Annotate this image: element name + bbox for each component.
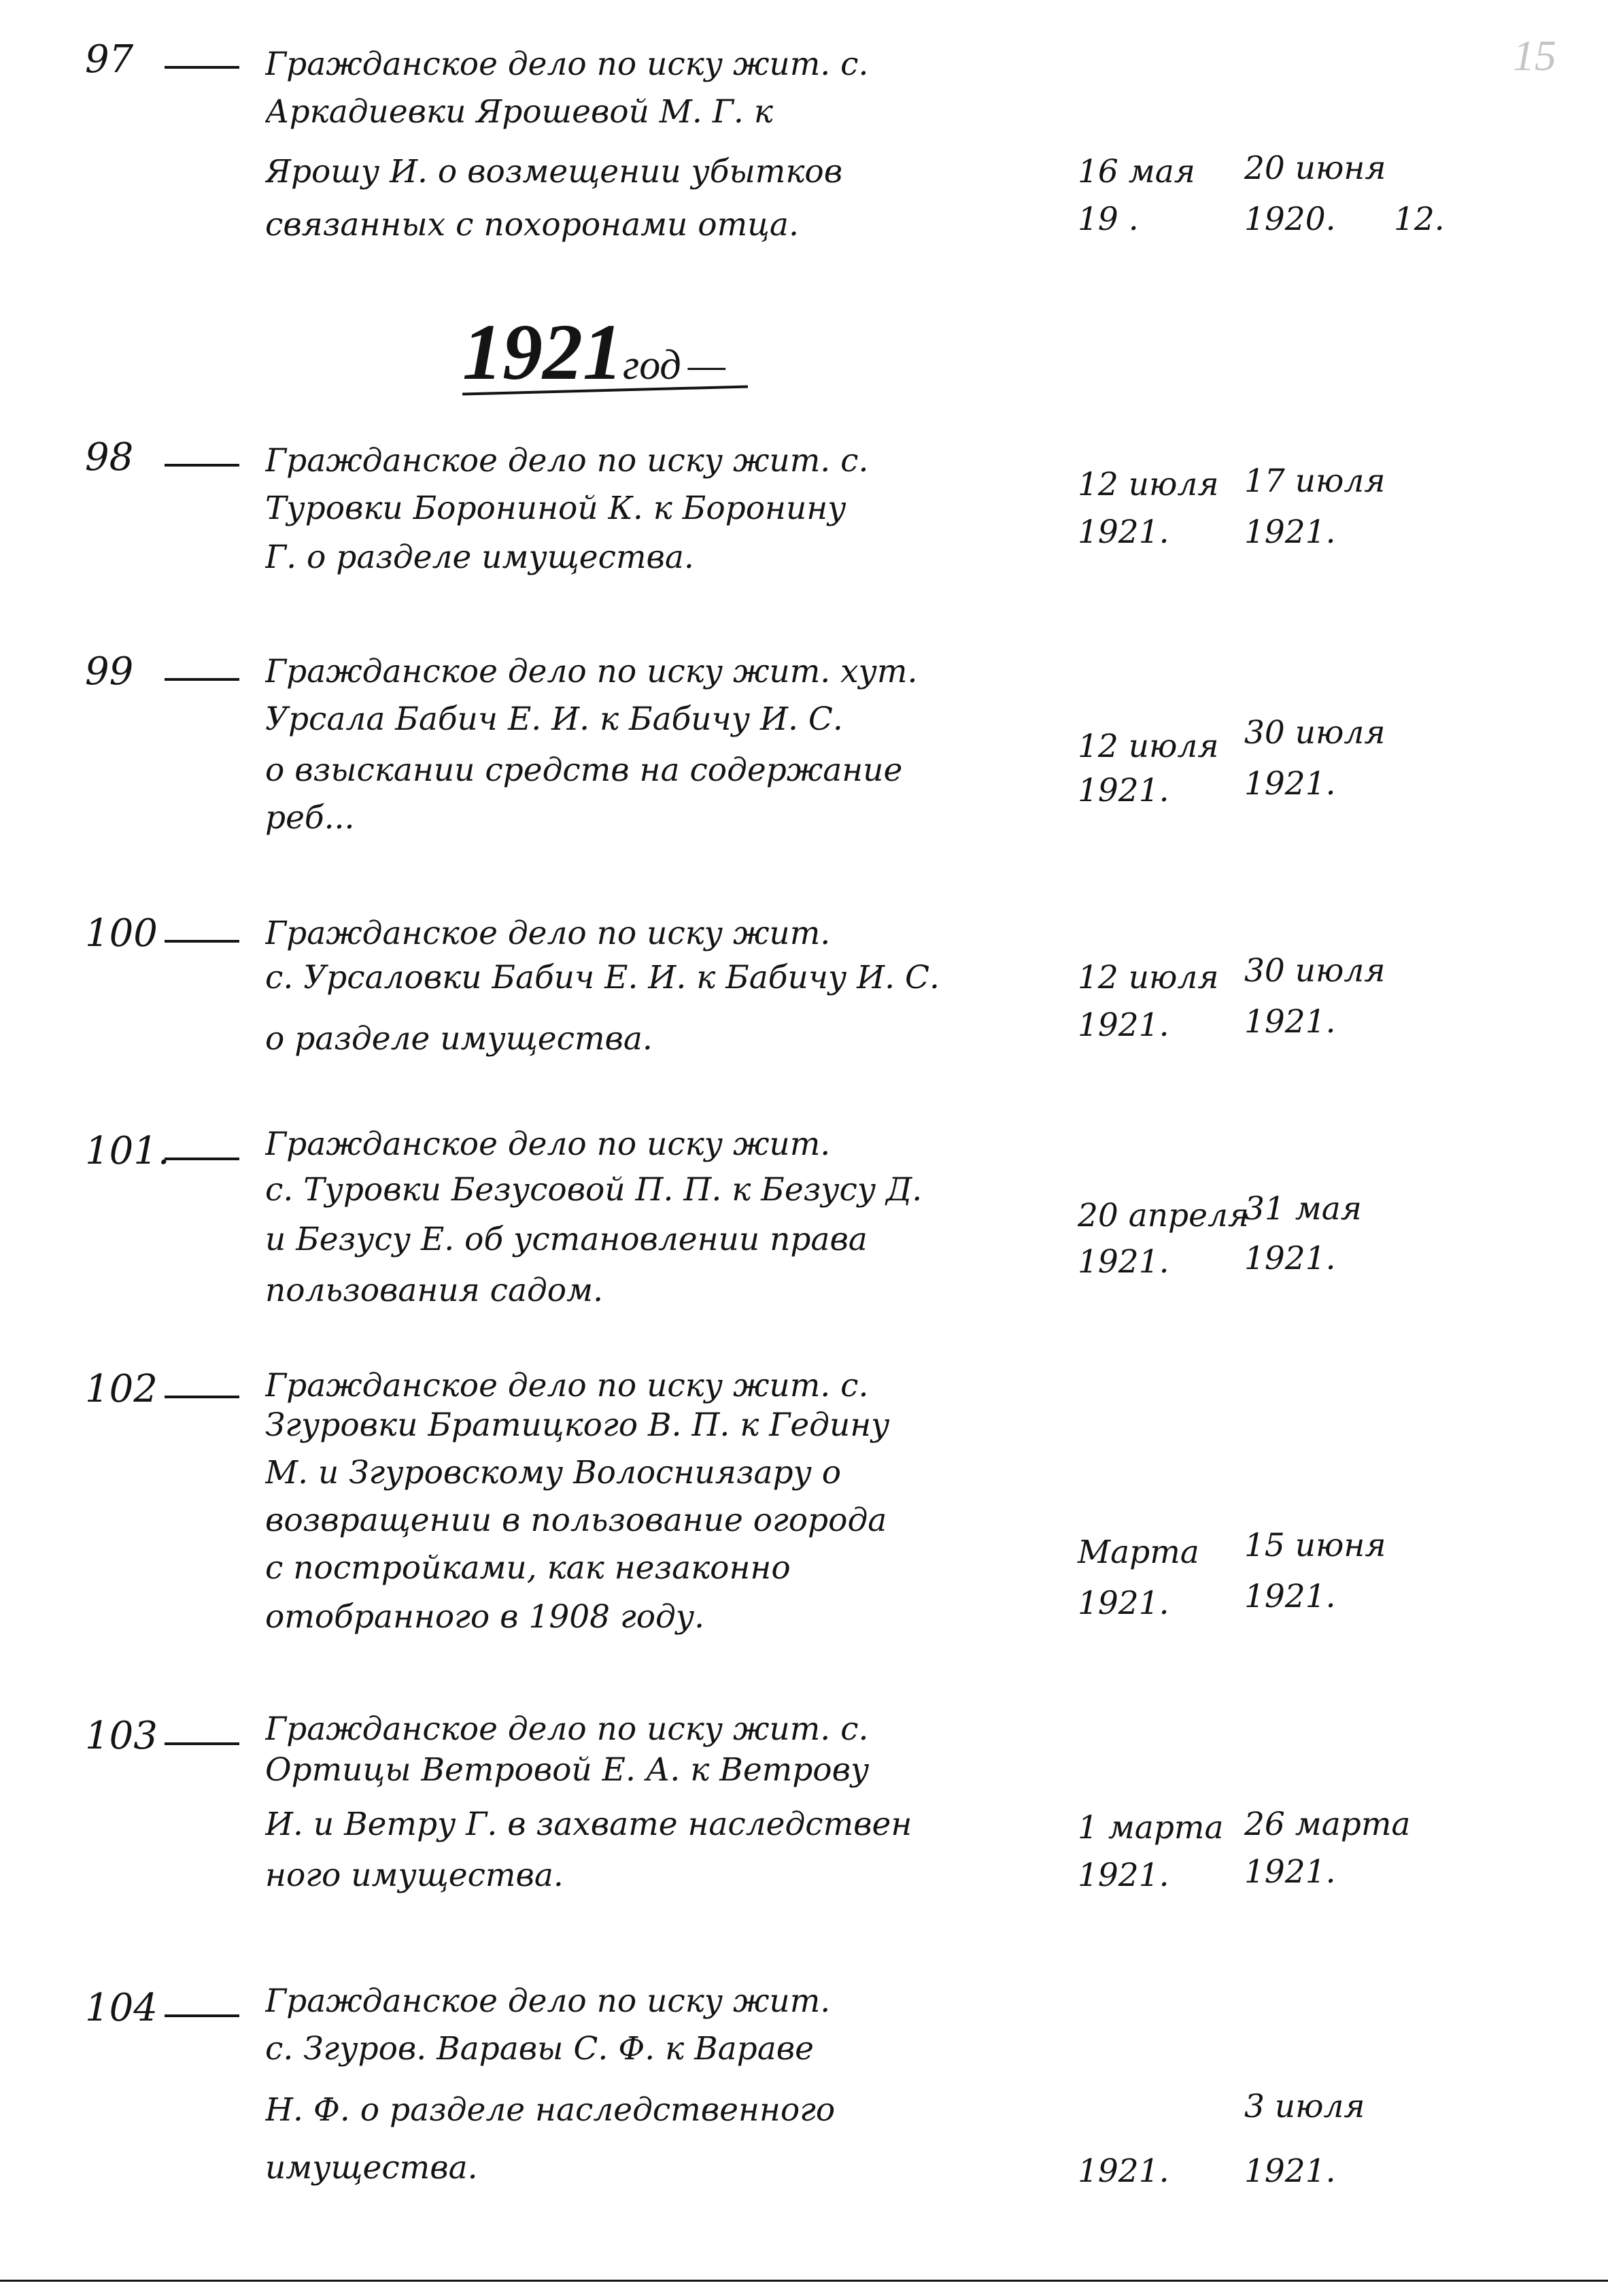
entry-text-line: и Безусу Е. об установлении права — [265, 1221, 868, 1258]
start-date-year: 1921. — [1078, 2152, 1169, 2190]
end-date-year: 1921. — [1244, 1853, 1336, 1891]
end-date-day: 26 марта — [1244, 1806, 1411, 1843]
entry-number: 99 — [85, 649, 134, 694]
year-number: 1921 — [462, 307, 623, 396]
year-heading — [462, 306, 725, 399]
end-date-day: 15 июня — [1244, 1527, 1386, 1564]
entry-text-line: Гражданское дело по иску жит. хут. — [265, 653, 918, 690]
entry-text-line: о разделе имущества. — [265, 1020, 653, 1058]
end-date-day: 30 июля — [1244, 952, 1386, 990]
bottom-rule — [0, 2280, 1608, 2282]
entry-dash — [165, 678, 239, 681]
entry-text-line: с. Урсаловки Бабич Е. И. к Бабичу И. С. — [265, 959, 940, 996]
end-date-year: 1921. — [1244, 765, 1336, 803]
entry-number: 101. — [85, 1129, 170, 1173]
entry-text-line: Гражданское дело по иску жит. с. — [265, 1367, 869, 1404]
end-date-year: 1921. — [1244, 1578, 1336, 1615]
start-date-day: 1 марта — [1078, 1809, 1224, 1846]
start-date-day: 12 июля — [1078, 466, 1219, 503]
entry-text-line: Н. Ф. о разделе наследственного — [265, 2091, 836, 2129]
start-date-day: Марта — [1078, 1534, 1199, 1571]
entry-text-line: имущества. — [265, 2149, 478, 2187]
entry-number: 104 — [85, 1986, 158, 2030]
entry-text-line: Гражданское дело по иску жит. — [265, 1126, 831, 1163]
entry-dash — [165, 66, 239, 69]
end-date-year: 1920. — [1244, 201, 1336, 238]
entry-text-line: Гражданское дело по иску жит. — [265, 1982, 831, 2020]
entry-text-line: Гражданское дело по иску жит. — [265, 915, 831, 952]
entry-text-line: Ортицы Ветровой Е. А. к Ветрову — [265, 1751, 870, 1789]
year-dash: — — [687, 342, 725, 388]
entry-dash — [165, 2014, 239, 2017]
entry-dash — [165, 1396, 239, 1398]
start-date-day: 12 июля — [1078, 959, 1219, 996]
entry-text-line: Гражданское дело по иску жит. с. — [265, 46, 869, 83]
start-date-day: 20 апреля — [1078, 1197, 1249, 1234]
entry-dash — [165, 1158, 239, 1160]
entry-text-line: Г. о разделе имущества. — [265, 539, 694, 576]
start-date-year: 1921. — [1078, 1243, 1169, 1281]
end-date-year: 1921. — [1244, 1003, 1336, 1041]
entry-text-line: реб... — [265, 799, 355, 837]
end-date-year: 1921. — [1244, 513, 1336, 551]
entry-text-line: ного имущества. — [265, 1857, 564, 1894]
end-date-day: 3 июля — [1244, 2088, 1365, 2125]
entry-text-line: отобранного в 1908 году. — [265, 1598, 705, 1636]
start-date-year: 1921. — [1078, 772, 1169, 809]
start-date-year: 19 . — [1078, 201, 1139, 238]
entry-text-line: Гражданское дело по иску жит. с. — [265, 1710, 869, 1748]
entry-text-line: с. Згуров. Варавы С. Ф. к Вараве — [265, 2030, 814, 2067]
entry-number: 100 — [85, 911, 158, 956]
entry-dash — [165, 464, 239, 467]
entry-number: 98 — [85, 435, 134, 479]
entry-text-line: возвращении в пользование огорода — [265, 1502, 887, 1539]
page-number-mark: 15 — [1513, 31, 1556, 80]
end-date-day: 31 мая — [1244, 1190, 1362, 1228]
start-date-year: 1921. — [1078, 1857, 1169, 1894]
entry-text-line: М. и Згуровскому Волосниязару о — [265, 1454, 842, 1491]
entry-text-line: И. и Ветру Г. в захвате наследствен — [265, 1806, 912, 1843]
entry-dash — [165, 1742, 239, 1745]
end-date-day: 30 июля — [1244, 714, 1386, 752]
start-date-day: 16 мая — [1078, 153, 1195, 190]
entry-number: 97 — [85, 37, 134, 82]
end-date-day: 20 июня — [1244, 150, 1386, 187]
entry-text-line: Туровки Борониной К. к Боронину — [265, 490, 846, 527]
end-date-year: 1921. — [1244, 1240, 1336, 1277]
entry-number: 103 — [85, 1714, 158, 1758]
entry-text-line: пользования садом. — [265, 1272, 604, 1309]
end-date-year: 1921. — [1244, 2152, 1336, 2190]
entry-text-line: Урсала Бабич Е. И. к Бабичу И. С. — [265, 700, 843, 738]
entry-text-line: Гражданское дело по иску жит. с. — [265, 442, 869, 479]
entry-text-line: Аркадиевки Ярошевой М. Г. к — [265, 93, 773, 131]
entry-number: 102 — [85, 1367, 158, 1411]
start-date-year: 1921. — [1078, 1007, 1169, 1044]
sheet-count: 12. — [1394, 201, 1445, 238]
start-date-year: 1921. — [1078, 513, 1169, 551]
year-suffix: год — [623, 342, 681, 388]
start-date-day: 12 июля — [1078, 728, 1219, 765]
entry-text-line: с. Туровки Безусовой П. П. к Безусу Д. — [265, 1171, 923, 1209]
entry-text-line: о взыскании средств на содержание — [265, 752, 903, 789]
start-date-year: 1921. — [1078, 1585, 1169, 1622]
entry-text-line: Ярошу И. о возмещении убытков — [265, 153, 843, 190]
end-date-day: 17 июля — [1244, 462, 1386, 500]
entry-text-line: с постройками, как незаконно — [265, 1549, 791, 1587]
entry-dash — [165, 940, 239, 943]
entry-text-line: Згуровки Братицкого В. П. к Гедину — [265, 1406, 890, 1444]
entry-text-line: связанных с похоронами отца. — [265, 206, 799, 243]
